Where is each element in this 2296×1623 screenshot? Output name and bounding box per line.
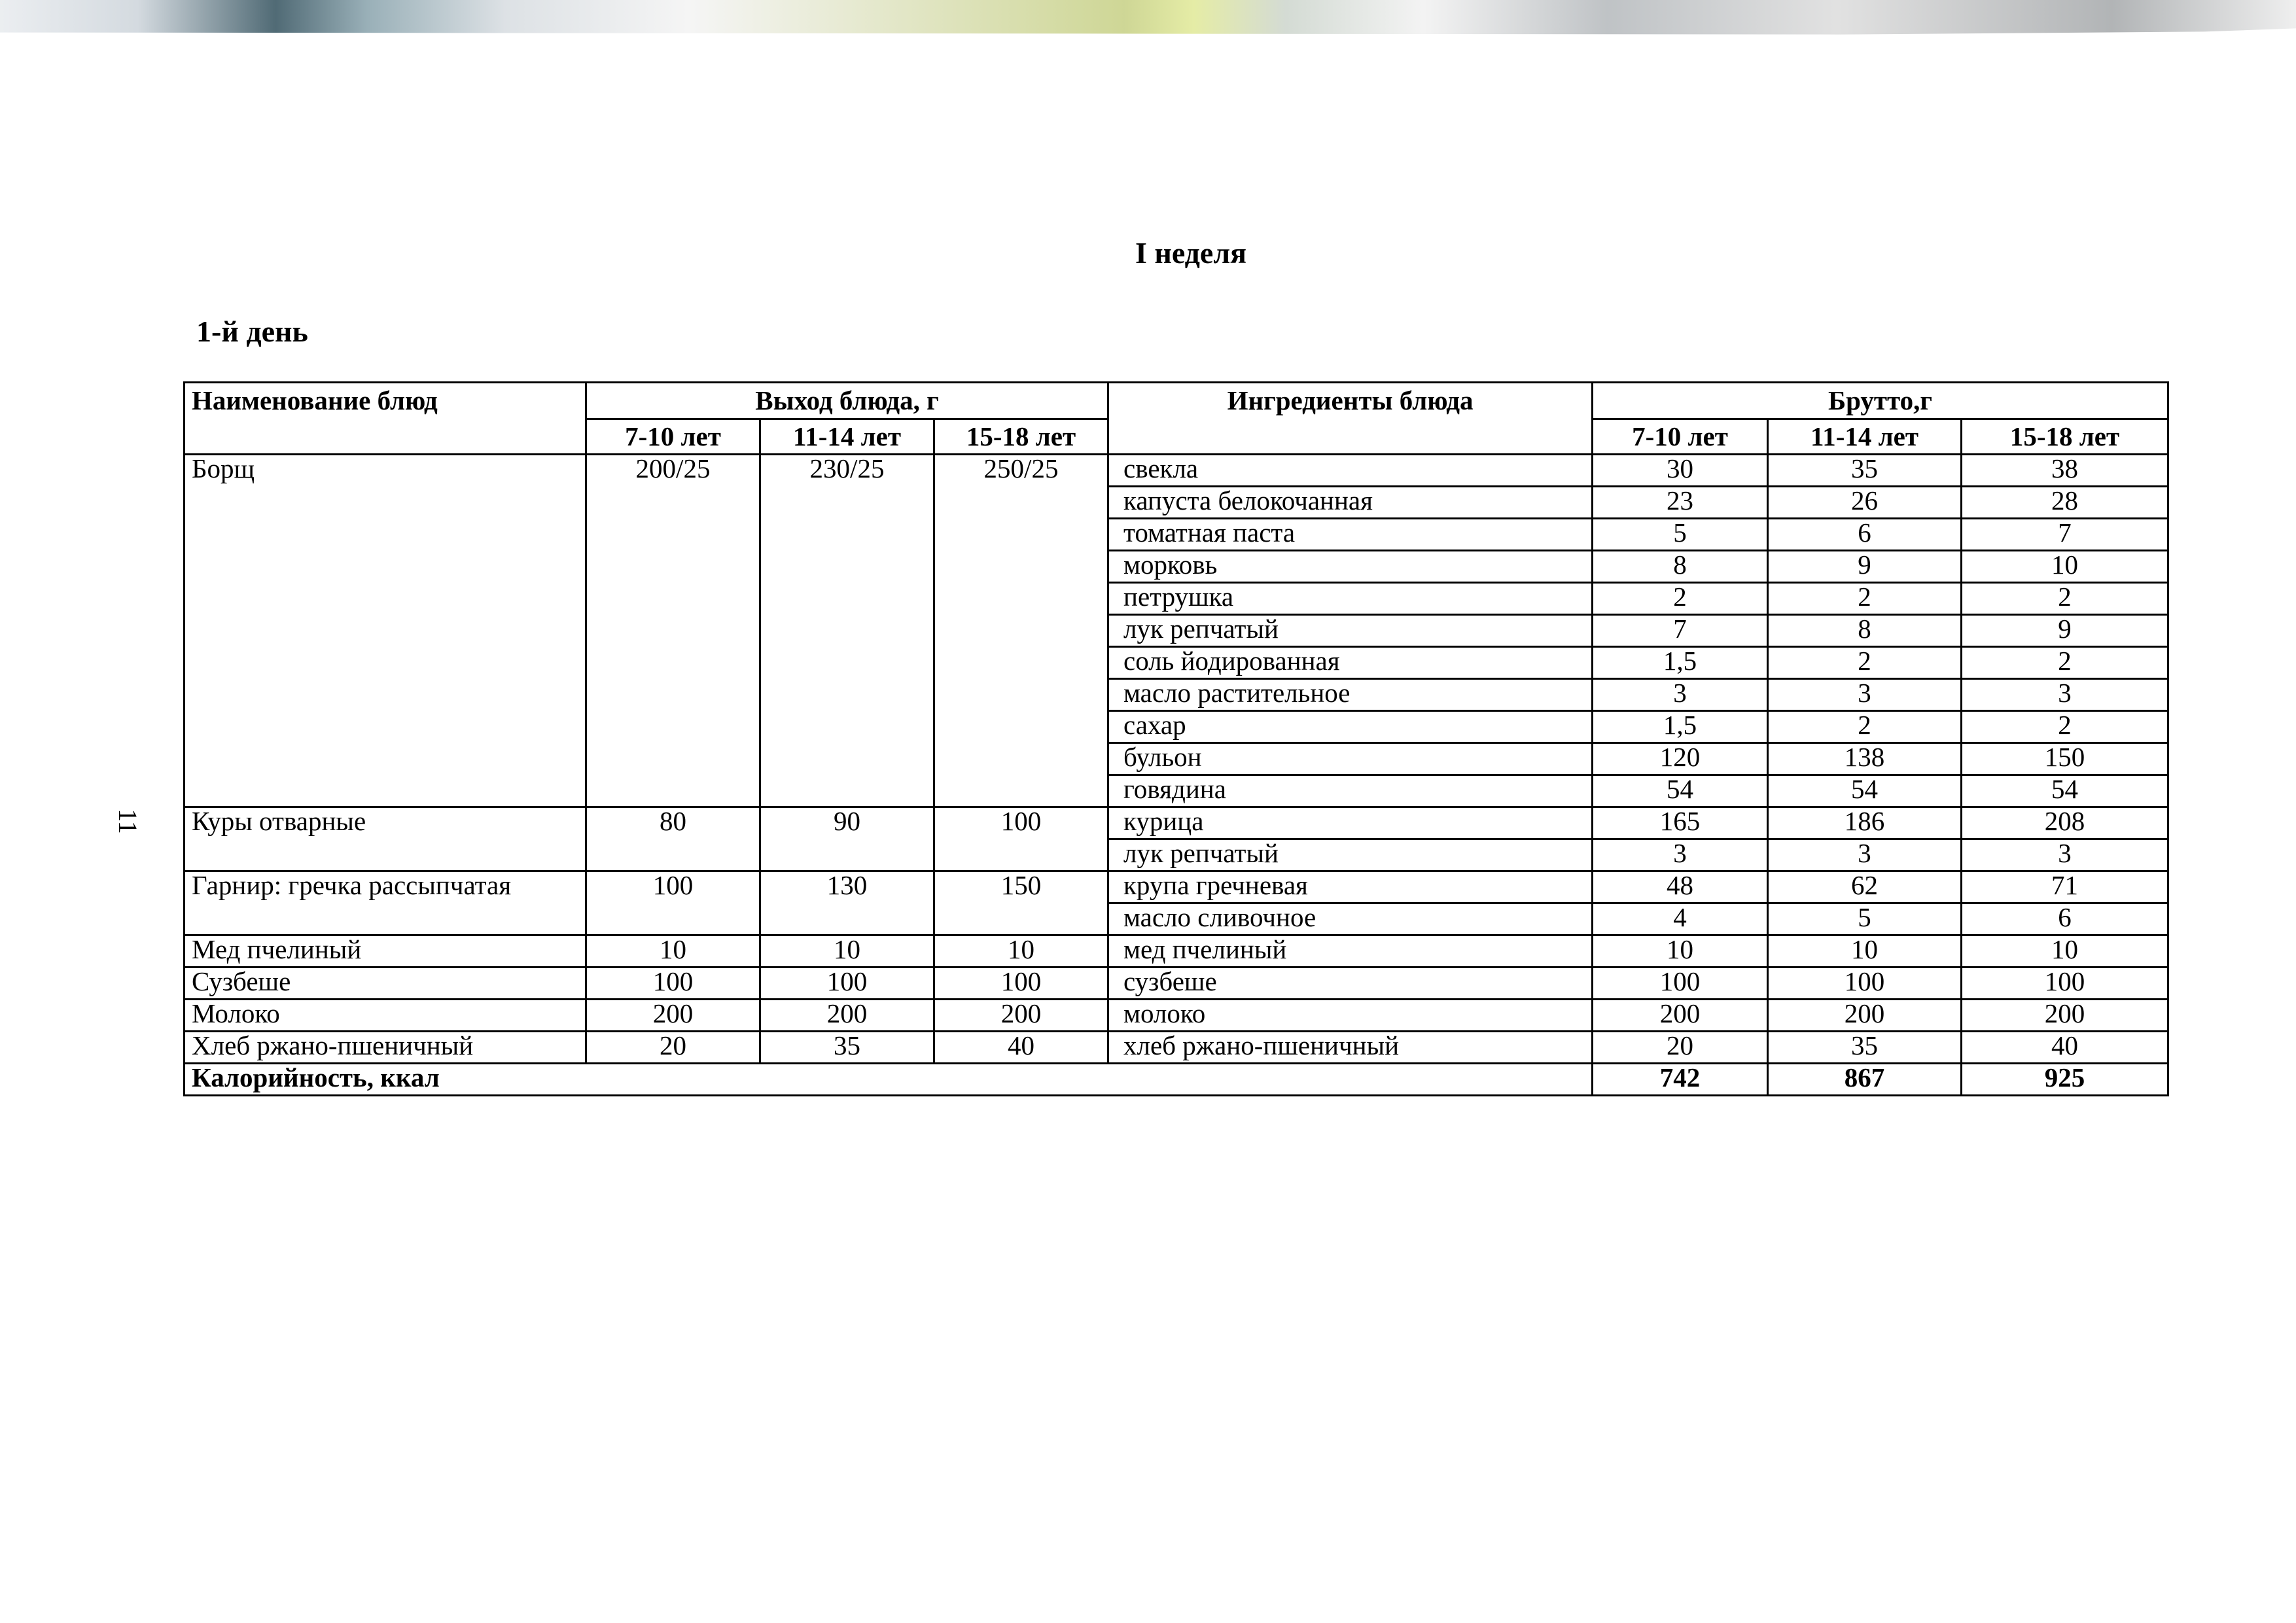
ingredient-gross: 48 (1593, 871, 1768, 903)
ingredient-gross: 138 (1768, 743, 1962, 775)
dish-name: Борщ (185, 455, 586, 807)
ingredient-name: петрушка (1108, 583, 1593, 615)
ingredient-gross: 208 (1962, 807, 2168, 839)
ingredient-gross: 3 (1962, 679, 2168, 711)
ingredient-name: лук репчатый (1108, 839, 1593, 871)
ingredient-gross: 2 (1962, 583, 2168, 615)
dish-yield: 40 (934, 1032, 1108, 1064)
scan-edge-strip (0, 0, 2296, 41)
dish-yield: 250/25 (934, 455, 1108, 807)
dish-yield: 80 (586, 807, 760, 871)
ingredient-gross: 7 (1962, 519, 2168, 551)
table-row (185, 1000, 2168, 1032)
dish-name: Гарнир: гречка рассыпчатая (185, 871, 586, 935)
dish-name: Молоко (185, 1000, 586, 1032)
page-number: 11 (113, 809, 143, 834)
dish-yield: 200 (586, 1000, 760, 1032)
ingredient-name: хлеб ржано-пшеничный (1108, 1032, 1593, 1064)
ingredient-name: масло сливочное (1108, 903, 1593, 935)
week-title: I неделя (1135, 236, 1247, 270)
total-value-7-10: 742 (1593, 1064, 1768, 1096)
header-gross: Брутто,г (1593, 383, 2168, 419)
menu-table (183, 381, 2169, 1096)
ingredient-gross: 3 (1768, 839, 1962, 871)
dish-yield: 10 (760, 935, 934, 968)
table-body (185, 455, 2168, 1064)
ingredient-gross: 8 (1768, 615, 1962, 647)
ingredient-gross: 2 (1768, 583, 1962, 615)
day-title: 1-й день (196, 315, 308, 348)
ingredient-name: соль йодированная (1108, 647, 1593, 679)
dish-yield: 10 (934, 935, 1108, 968)
ingredient-gross: 2 (1768, 711, 1962, 743)
ingredient-gross: 71 (1962, 871, 2168, 903)
ingredient-gross: 8 (1593, 551, 1768, 583)
total-value-15-18: 925 (1962, 1064, 2168, 1096)
dish-yield: 200/25 (586, 455, 760, 807)
ingredient-name: сузбеше (1108, 968, 1593, 1000)
dish-name: Хлеб ржано-пшеничный (185, 1032, 586, 1064)
ingredient-gross: 54 (1962, 775, 2168, 807)
ingredient-gross: 10 (1768, 935, 1962, 968)
dish-yield: 20 (586, 1032, 760, 1064)
ingredient-gross: 9 (1768, 551, 1962, 583)
header-yield-age-15-18: 15-18 лет (934, 419, 1108, 455)
ingredient-name: морковь (1108, 551, 1593, 583)
header-yield-age-11-14: 11-14 лет (760, 419, 934, 455)
ingredient-gross: 1,5 (1593, 711, 1768, 743)
ingredient-name: курица (1108, 807, 1593, 839)
ingredient-name: сахар (1108, 711, 1593, 743)
table-row (185, 1032, 2168, 1064)
ingredient-gross: 30 (1593, 455, 1768, 487)
ingredient-name: свекла (1108, 455, 1593, 487)
dish-yield: 100 (760, 968, 934, 1000)
ingredient-gross: 7 (1593, 615, 1768, 647)
ingredient-name: говядина (1108, 775, 1593, 807)
ingredient-gross: 40 (1962, 1032, 2168, 1064)
ingredient-name: крупа гречневая (1108, 871, 1593, 903)
ingredient-gross: 4 (1593, 903, 1768, 935)
dish-yield: 100 (934, 807, 1108, 871)
dish-name: Куры отварные (185, 807, 586, 871)
table-row (185, 968, 2168, 1000)
table-row (185, 455, 2168, 487)
dish-yield: 35 (760, 1032, 934, 1064)
ingredient-gross: 26 (1768, 487, 1962, 519)
ingredient-name: мед пчелиный (1108, 935, 1593, 968)
header-ingredients: Ингредиенты блюда (1108, 383, 1593, 455)
ingredient-gross: 9 (1962, 615, 2168, 647)
header-yield-age-7-10: 7-10 лет (586, 419, 760, 455)
total-row (185, 1064, 2168, 1096)
ingredient-gross: 54 (1768, 775, 1962, 807)
ingredient-gross: 10 (1593, 935, 1768, 968)
ingredient-name: молоко (1108, 1000, 1593, 1032)
table-row (185, 807, 2168, 839)
dish-yield: 200 (934, 1000, 1108, 1032)
header-gross-age-11-14: 11-14 лет (1768, 419, 1962, 455)
ingredient-gross: 28 (1962, 487, 2168, 519)
ingredient-name: бульон (1108, 743, 1593, 775)
header-gross-age-15-18: 15-18 лет (1962, 419, 2168, 455)
header-yield: Выход блюда, г (586, 383, 1108, 419)
ingredient-gross: 2 (1593, 583, 1768, 615)
table-row (185, 871, 2168, 903)
ingredient-gross: 2 (1962, 711, 2168, 743)
ingredient-name: масло растительное (1108, 679, 1593, 711)
ingredient-gross: 200 (1962, 1000, 2168, 1032)
table-row (185, 935, 2168, 968)
ingredient-gross: 186 (1768, 807, 1962, 839)
ingredient-gross: 1,5 (1593, 647, 1768, 679)
header-dish-name: Наименование блюд (185, 383, 586, 455)
ingredient-name: томатная паста (1108, 519, 1593, 551)
ingredient-gross: 2 (1962, 647, 2168, 679)
ingredient-name: капуста белокочанная (1108, 487, 1593, 519)
ingredient-gross: 3 (1593, 839, 1768, 871)
ingredient-gross: 200 (1768, 1000, 1962, 1032)
ingredient-gross: 120 (1593, 743, 1768, 775)
total-label: Калорийность, ккал (185, 1064, 1593, 1096)
dish-yield: 100 (586, 968, 760, 1000)
ingredient-gross: 100 (1768, 968, 1962, 1000)
ingredient-gross: 62 (1768, 871, 1962, 903)
dish-name: Сузбеше (185, 968, 586, 1000)
ingredient-gross: 6 (1768, 519, 1962, 551)
ingredient-gross: 5 (1768, 903, 1962, 935)
ingredient-gross: 3 (1593, 679, 1768, 711)
dish-yield: 100 (934, 968, 1108, 1000)
ingredient-gross: 10 (1962, 551, 2168, 583)
header-row-main (185, 383, 2168, 419)
ingredient-gross: 38 (1962, 455, 2168, 487)
dish-yield: 150 (934, 871, 1108, 935)
dish-yield: 10 (586, 935, 760, 968)
header-gross-age-7-10: 7-10 лет (1593, 419, 1768, 455)
ingredient-gross: 5 (1593, 519, 1768, 551)
ingredient-gross: 3 (1962, 839, 2168, 871)
dish-yield: 200 (760, 1000, 934, 1032)
ingredient-gross: 2 (1768, 647, 1962, 679)
ingredient-gross: 3 (1768, 679, 1962, 711)
ingredient-gross: 10 (1962, 935, 2168, 968)
ingredient-gross: 6 (1962, 903, 2168, 935)
dish-name: Мед пчелиный (185, 935, 586, 968)
ingredient-gross: 54 (1593, 775, 1768, 807)
total-value-11-14: 867 (1768, 1064, 1962, 1096)
table-footer (185, 1064, 2168, 1096)
ingredient-gross: 20 (1593, 1032, 1768, 1064)
ingredient-name: лук репчатый (1108, 615, 1593, 647)
ingredient-gross: 200 (1593, 1000, 1768, 1032)
dish-yield: 90 (760, 807, 934, 871)
ingredient-gross: 100 (1962, 968, 2168, 1000)
ingredient-gross: 150 (1962, 743, 2168, 775)
ingredient-gross: 35 (1768, 455, 1962, 487)
ingredient-gross: 35 (1768, 1032, 1962, 1064)
table-header (185, 383, 2168, 455)
ingredient-gross: 165 (1593, 807, 1768, 839)
dish-yield: 130 (760, 871, 934, 935)
ingredient-gross: 23 (1593, 487, 1768, 519)
dish-yield: 100 (586, 871, 760, 935)
dish-yield: 230/25 (760, 455, 934, 807)
ingredient-gross: 100 (1593, 968, 1768, 1000)
